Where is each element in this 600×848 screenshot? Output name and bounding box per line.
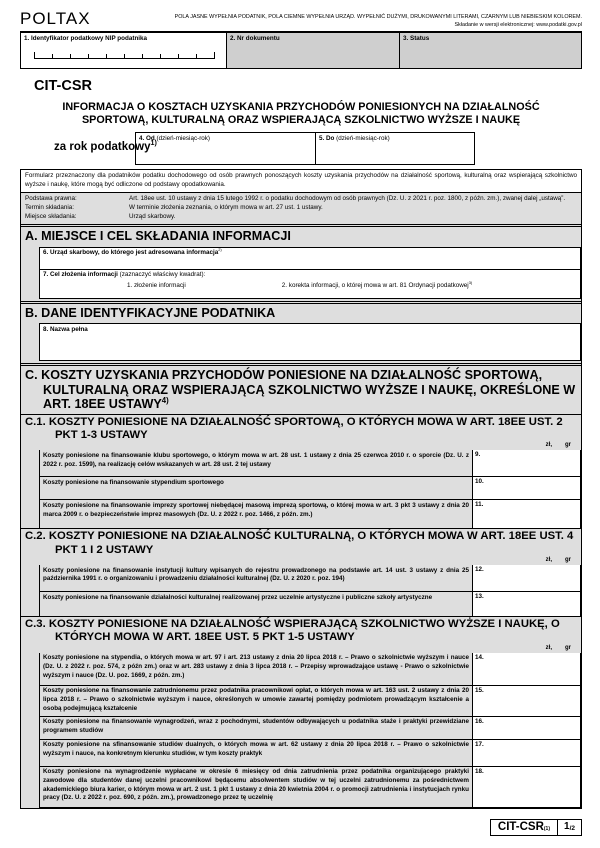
field-number: 16. bbox=[475, 717, 484, 725]
legal-label: Miejsce składania: bbox=[25, 212, 77, 220]
tax-year-row bbox=[20, 132, 582, 165]
subsection-c1-header bbox=[21, 414, 581, 451]
legal-row bbox=[25, 195, 577, 204]
subsection-c3-rows bbox=[21, 652, 581, 808]
cost-description: Koszty poniesione na finansowanie działalności kulturalnej realizowanej przez uczelnie artystyczne i publiczne szkoły artystyczne bbox=[39, 591, 473, 617]
poltax-logo: POLTAX bbox=[20, 9, 91, 28]
section-b bbox=[21, 301, 581, 363]
cost-row-17 bbox=[39, 739, 581, 767]
cost-description: Koszty poniesione na finansowanie wynagrodzeń, wraz z pochodnymi, studentów odbywających u podatnika staże i praktyki przewidziane programem studiów bbox=[39, 716, 473, 740]
form-body bbox=[20, 169, 582, 808]
tax-office-field[interactable] bbox=[39, 247, 581, 270]
field-number: 18. bbox=[475, 767, 484, 775]
amount-cell-15[interactable] bbox=[473, 685, 581, 717]
cost-description: Koszty poniesione na wynagrodzenie wypłacane w okresie 6 miesięcy od dnia zatrudnienia przez podatnika organizującego praktyki zawodowe dla studentów danej uczelni pracownikowi będącemu absolwentem studiów w tej uczelni zatrudnionemu za pośrednictwem akademickiego biura karier, o którym mowa w art. 2 ust. 1 pkt 1 ustawy z dnia 20 kwietnia 2004 r. o promocji zatrudnienia i instytucjach rynku pracy (Dz. U. z 2022 r. poz. 690, z późn. zm.), prowadzonego przez tę uczelnię bbox=[39, 766, 473, 808]
page-footer bbox=[20, 819, 582, 836]
amount-cell-12[interactable] bbox=[473, 564, 581, 592]
footnote-ref-1: 1) bbox=[150, 139, 157, 148]
nip-field-label: 1. Identyfikator podatkowy NIP podatnika bbox=[24, 35, 148, 42]
tax-year-label: za rok podatkowy$^{1)}$ bbox=[54, 139, 157, 154]
amount-cell-13[interactable] bbox=[473, 591, 581, 617]
document-number-field[interactable] bbox=[226, 33, 399, 68]
amount-cell-11[interactable] bbox=[473, 499, 581, 529]
field-number: 12. bbox=[475, 566, 484, 574]
subsection-c3-header bbox=[21, 616, 581, 653]
amount-cell-16[interactable] bbox=[473, 716, 581, 740]
field-number: 9. bbox=[475, 451, 481, 459]
date-to-field[interactable] bbox=[316, 133, 474, 164]
tax-office-label: 6. Urząd skarbowy, do którego jest adresowana informacja bbox=[43, 249, 219, 257]
section-a-title: A. MIEJSCE I CEL SKŁADANIA INFORMACJI bbox=[25, 229, 291, 244]
footnote-ref-2: 2) bbox=[218, 247, 222, 253]
subsection-c2-title: C.2. KOSZTY PONIESIONE NA DZIAŁALNOŚĆ KULTURALNĄ, O KTÓRYCH MOWA W ART. 18EE UST. 4 PKT 1 I 2 USTAWY bbox=[25, 530, 574, 556]
footer-box bbox=[490, 819, 582, 836]
document-number-label: 2. Nr dokumentu bbox=[230, 35, 280, 42]
footnote-ref-3: 3) bbox=[468, 280, 473, 286]
cost-description: Koszty poniesione na finansowanie klubu sportowego, o którym mowa w art. 28 ust. 1 ustawy z dnia 25 czerwca 2010 r. o sporcie (Dz. U. z 2022 r. poz. 1599), na realizację celów wskazanych w art. 28 ust. 2 tej ustawy bbox=[39, 449, 473, 477]
footer-version: (1) bbox=[543, 825, 551, 832]
section-a bbox=[21, 224, 581, 300]
fill-instructions bbox=[91, 13, 582, 29]
cost-description: Koszty poniesione na stypendia, o których mowa w art. 97 i art. 213 ustawy z dnia 20 lipca 2018 r. – Prawo o szkolnictwie wyższym i nauce (Dz. U. z 2022 r. poz. 574, z późn zm.) oraz w art. 283 ustawy z dnia 3 lipca 2018 r. – Przepisy wprowadzające ustawę - Prawo o szkolnictwie wyższym i nauce (Dz. U. poz. 1669, z późn. zm.) bbox=[39, 652, 473, 686]
cost-description: Koszty poniesione na sfinansowanie studiów dualnych, o których mowa w art. 62 ustawy z dnia 20 lipca 2018 r. – Prawo o szkolnictwie wyższym i nauce, na konkretnym kierunku studiów, w tym koszty praktyk bbox=[39, 739, 473, 767]
option-correction[interactable]: 2. korekta informacji, o której mowa w art. 81 Ordynacji podatkowej$^{3)}$ bbox=[281, 280, 473, 290]
field-number: 15. bbox=[475, 686, 484, 694]
full-name-label: 8. Nazwa pełna bbox=[43, 325, 88, 333]
nip-field[interactable] bbox=[21, 33, 226, 68]
date-to-label: 5. Do bbox=[319, 134, 335, 142]
cost-row-11 bbox=[39, 499, 581, 529]
cost-row-14 bbox=[39, 652, 581, 686]
form-purpose-text: Formularz przeznaczony dla podatników podatku dochodowego od osób prawnych ponoszących koszty uzyskania przychodów na działalność sportową, kulturalną oraz wspierającą szkolnictwo wyższe i naukę, które mogą być odliczone od podstawy opodatkowania. bbox=[21, 170, 581, 193]
legal-row bbox=[25, 213, 577, 222]
currency-units: zł, gr bbox=[545, 442, 571, 449]
cost-row-16 bbox=[39, 716, 581, 740]
legal-label: Podstawa prawna: bbox=[25, 194, 77, 202]
cost-row-15 bbox=[39, 685, 581, 717]
date-from-hint: (dzień-miesiąc-rok) bbox=[156, 134, 211, 142]
currency-units: zł, gr bbox=[545, 644, 571, 651]
section-c-title: C. KOSZTY UZYSKANIA PRZYCHODÓW PONIESIONE NA DZIAŁALNOŚĆ SPORTOWĄ, KULTURALNĄ ORAZ WSPIERAJĄCĄ SZKOLNICTWO WYŻSZE I NAUKĘ, OKREŚLONE W ART. 18EE USTAWY$^{4)}$ bbox=[25, 368, 576, 412]
legal-value: W terminie złożenia zeznania, o którym mowa w art. 27 ust. 1 ustawy. bbox=[129, 203, 323, 211]
footnote-ref-4: 4) bbox=[161, 396, 169, 406]
section-b-title: B. DANE IDENTYFIKACYJNE PODATNIKA bbox=[25, 305, 276, 320]
filing-purpose-hint: (zaznaczyć właściwy kwadrat): bbox=[119, 271, 206, 279]
amount-cell-10[interactable] bbox=[473, 476, 581, 500]
subsection-c1-title: C.1. KOSZTY PONIESIONE NA DZIAŁALNOŚĆ SPORTOWĄ, O KTÓRYCH MOWA W ART. 18EE UST. 2 PKT 1-3 USTAWY bbox=[25, 415, 563, 442]
cost-row-13 bbox=[39, 591, 581, 617]
amount-cell-9[interactable] bbox=[473, 449, 581, 477]
date-from-label: 4. Od bbox=[139, 134, 155, 142]
subsection-c2-header bbox=[21, 528, 581, 565]
footer-form-code: CIT-CSR(1) bbox=[497, 820, 551, 833]
page-indicator: 1 /2 bbox=[557, 820, 581, 835]
currency-units: zł, gr bbox=[545, 556, 571, 563]
section-c bbox=[21, 363, 581, 807]
form-code: CIT-CSR bbox=[34, 78, 92, 94]
field-number: 14. bbox=[475, 653, 484, 661]
cost-row-9 bbox=[39, 449, 581, 477]
nip-input[interactable] bbox=[34, 52, 215, 59]
legal-row bbox=[25, 204, 577, 213]
amount-cell-17[interactable] bbox=[473, 739, 581, 767]
cost-row-12 bbox=[39, 564, 581, 592]
identification-row bbox=[20, 33, 582, 69]
cost-description: Koszty poniesione na finansowanie stypendium sportowego bbox=[39, 476, 473, 500]
cost-row-10 bbox=[39, 476, 581, 500]
filing-purpose-label: 7. Cel złożenia informacji bbox=[43, 271, 118, 279]
field-number: 11. bbox=[475, 501, 484, 509]
cost-description: Koszty poniesione na finansowanie zatrudnionemu przez podatnika pracownikowi opłat, o których mowa w art. 163 ust. 2 ustawy z dnia 20 lipca 2018 r. – Prawo o szkolnictwie wyższym i nauce, określonych w umowie zawartej pomiędzy podmiotem prowadzącym kształcenie a osobą podejmującą kształcenie bbox=[39, 685, 473, 717]
notice-line-2: Składanie w wersji elektronicznej: www.podatki.gov.pl bbox=[454, 21, 582, 28]
field-number: 10. bbox=[475, 478, 484, 486]
notice-line-1: POLA JASNE WYPEŁNIA PODATNIK, POLA CIEMNE WYPEŁNIA URZĄD. WYPEŁNIĆ DUŻYMI, DRUKOWANYMI LITERAMI, CZARNYM LUB NIEBIESKIM KOLOREM. bbox=[174, 13, 582, 20]
field-number: 17. bbox=[475, 740, 484, 748]
cost-description: Koszty poniesione na finansowanie imprezy sportowej niebędącej masową imprezą sportową, o której mowa w art. 3 pkt 3 ustawy z dnia 20 marca 2009 r. o bezpieczeństwie imprez masowych (Dz. U. z 2022 r. poz. 1466, z późn. zm.) bbox=[39, 499, 473, 529]
cost-description: Koszty poniesione na finansowanie instytucji kultury wpisanych do rejestru prowadzonego na podstawie art. 14 ust. 3 ustawy z dnia 25 października 1991 r. o organizowaniu i prowadzeniu działalności kulturalnej (Dz. U. z 2020 r. poz. 194) bbox=[39, 564, 473, 592]
subsection-c2-rows bbox=[21, 564, 581, 617]
top-header bbox=[20, 0, 582, 33]
status-label: 3. Status bbox=[403, 35, 430, 42]
tax-year-boxes bbox=[135, 132, 475, 165]
full-name-field[interactable] bbox=[39, 323, 581, 361]
amount-cell-14[interactable] bbox=[473, 652, 581, 686]
subsection-c1-rows bbox=[21, 449, 581, 529]
legal-label: Termin składania: bbox=[25, 203, 74, 211]
legal-basis-block bbox=[21, 193, 581, 224]
option-filing[interactable]: 1. złożenie informacji bbox=[127, 282, 186, 290]
field-number: 13. bbox=[475, 593, 484, 601]
cost-row-18 bbox=[39, 766, 581, 808]
date-to-hint: (dzień-miesiąc-rok) bbox=[336, 134, 390, 142]
amount-cell-18[interactable] bbox=[473, 766, 581, 808]
filing-purpose-field bbox=[39, 269, 581, 299]
status-field[interactable] bbox=[399, 33, 581, 68]
date-from-field[interactable] bbox=[136, 133, 316, 164]
legal-value: Urząd skarbowy. bbox=[129, 212, 176, 220]
form-title: INFORMACJA O KOSZTACH UZYSKANIA PRZYCHODÓW PONIESIONYCH NA DZIAŁALNOŚĆ SPORTOWĄ, KULTURALNĄ ORAZ WSPIERAJĄCĄ SZKOLNICTWO WYŻSZE I NAUKĘ bbox=[62, 101, 540, 127]
subsection-c3-title: C.3. KOSZTY PONIESIONE NA DZIAŁALNOŚĆ WSPIERAJĄCĄ SZKOLNICTWO WYŻSZE I NAUKĘ, O KTÓRYCH MOWA W ART. 18EE UST. 5 PKT 1-5 USTAWY bbox=[25, 618, 560, 644]
legal-value: Art. 18ee ust. 10 ustawy z dnia 15 lutego 1992 r. o podatku dochodowym od osób prawnych (Dz. U. z 2021 r. poz. 1800, z późn. zm.), zwanej dalej „ustawą”. bbox=[129, 194, 566, 202]
